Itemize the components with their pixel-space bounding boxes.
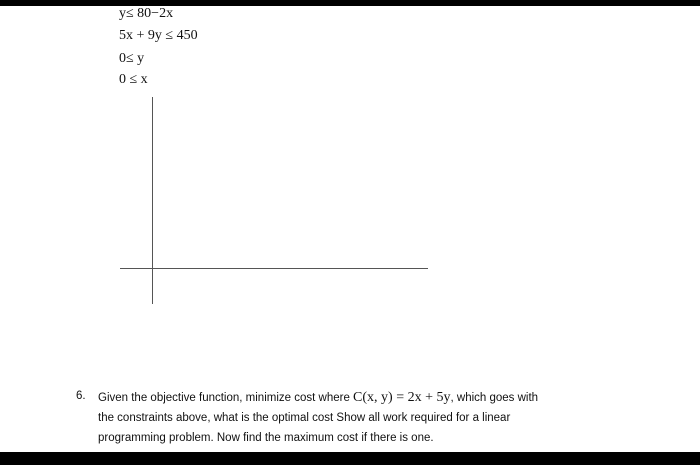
constraint-2: 5x + 9y ≤ 450 xyxy=(119,28,198,43)
question-line-1-suffix: , which goes with xyxy=(450,392,539,404)
graph-x-axis xyxy=(120,268,428,269)
question-line-1 xyxy=(98,390,538,406)
question-line-3: programming problem. Now find the maximum cost if there is one. xyxy=(98,432,434,444)
question-number: 6. xyxy=(76,390,86,402)
constraint-4: 0 ≤ x xyxy=(119,72,148,87)
graph-y-axis xyxy=(152,97,153,304)
constraint-1: y≤ 80−2x xyxy=(119,6,174,21)
constraint-3: 0≤ y xyxy=(119,51,145,66)
question-line-1-prefix: Given the objective function, minimize cost where xyxy=(98,392,354,404)
worksheet-page xyxy=(0,6,700,452)
bottom-bar xyxy=(0,452,700,465)
question-line-2: the constraints above, what is the optimal cost Show all work required for a linear xyxy=(98,412,511,424)
objective-function: C(x, y) = 2x + 5y xyxy=(353,390,451,405)
